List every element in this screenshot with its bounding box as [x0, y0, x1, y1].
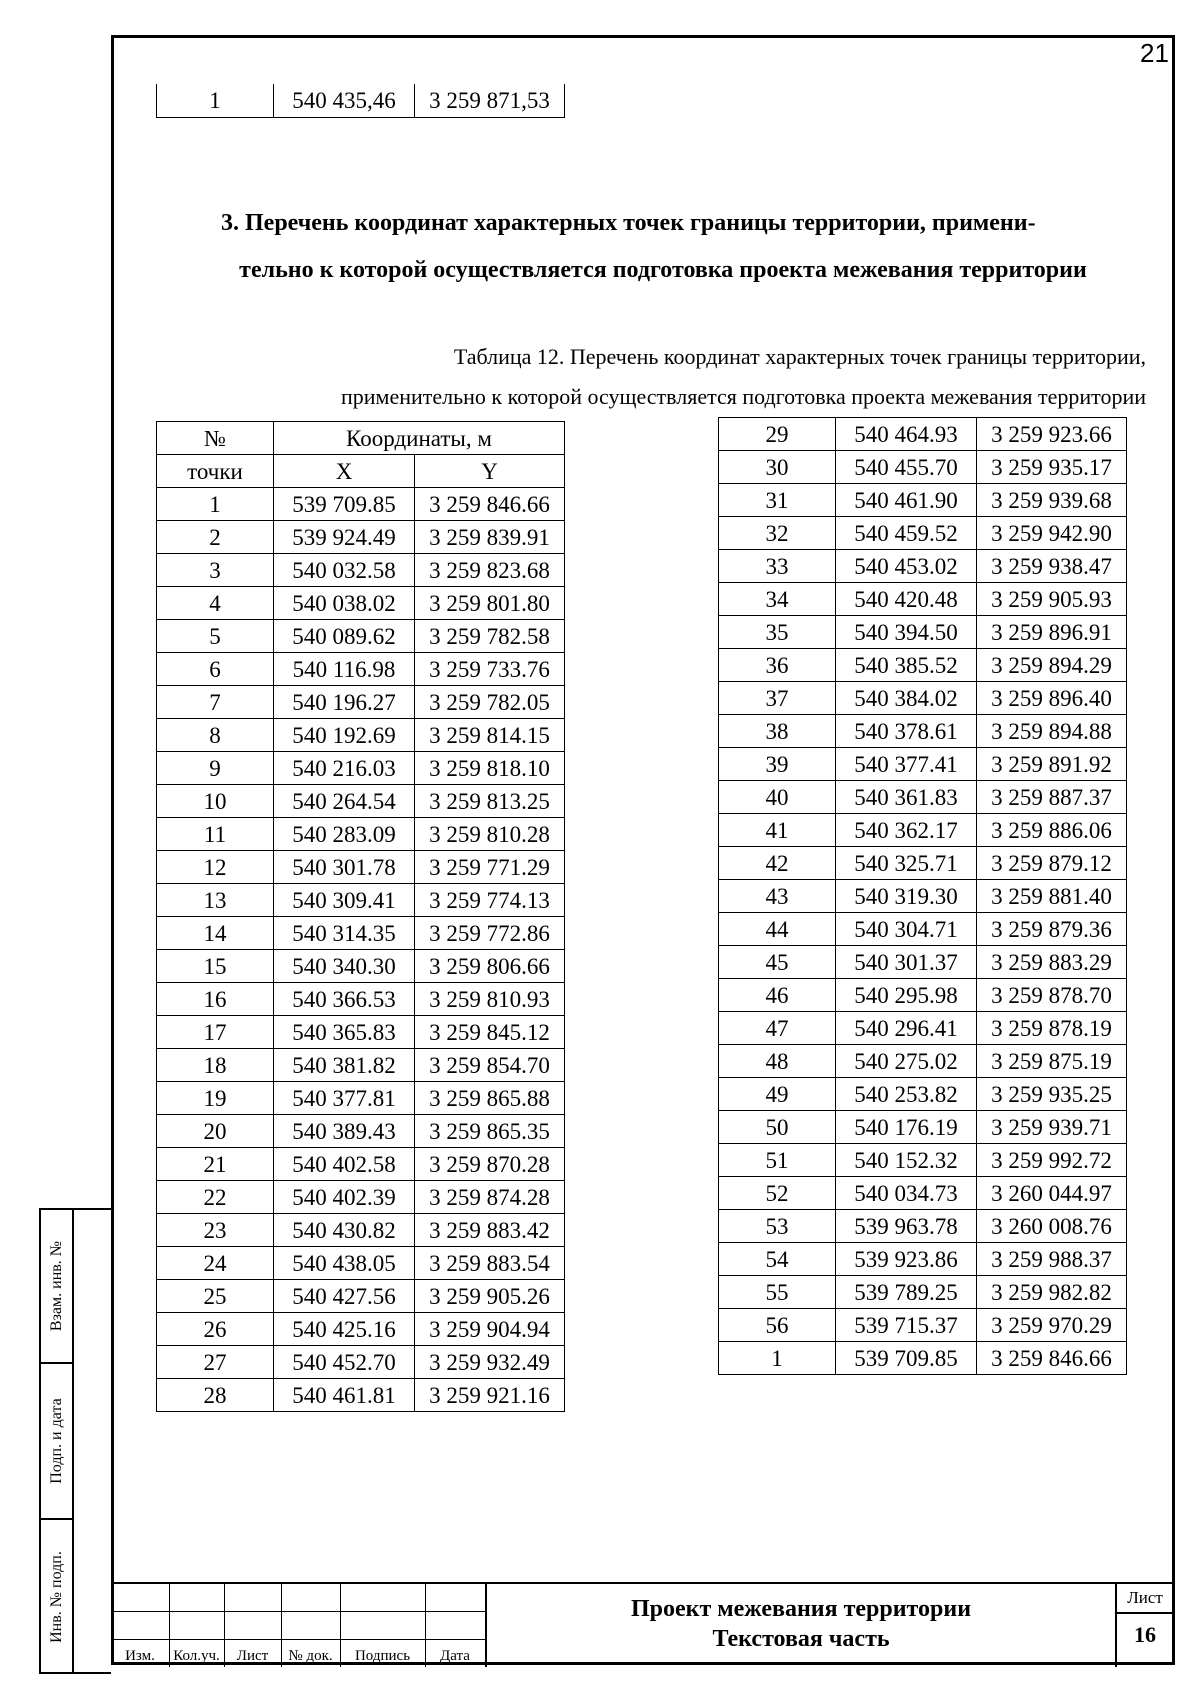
point-number-cell: 25: [157, 1280, 274, 1313]
y-coordinate-cell: 3 259 879.36: [977, 913, 1127, 946]
y-coordinate-cell: 3 259 894.88: [977, 715, 1127, 748]
side-stamp-podp-label: Подп. и дата: [47, 1398, 65, 1484]
table-row: [157, 884, 565, 917]
y-coordinate-cell: 3 259 813.25: [415, 785, 565, 818]
point-number-cell: 48: [719, 1045, 836, 1078]
x-coordinate-cell: 540 116.98: [274, 653, 415, 686]
x-coordinate-cell: 539 924.49: [274, 521, 415, 554]
table-row: [157, 1280, 565, 1313]
x-coordinate-cell: 539 709.85: [836, 1342, 977, 1375]
y-coordinate-cell: 3 259 774.13: [415, 884, 565, 917]
table-row: [719, 451, 1127, 484]
caption-line2: применительно к которой осуществляется подготовка проекта межевания территории: [340, 384, 1146, 409]
y-coordinate-cell: 3 259 733.76: [415, 653, 565, 686]
point-number-cell: 39: [719, 748, 836, 781]
tb-label-list: Лист: [236, 1648, 269, 1664]
table-row: [157, 653, 565, 686]
y-coordinate-cell: 3 259 772.86: [415, 917, 565, 950]
x-coordinate-cell: 540 264.54: [274, 785, 415, 818]
section-title-line2: тельно к которой осуществляется подготовка проекта межевания территории: [239, 257, 1087, 283]
y-coordinate-cell: 3 259 883.29: [977, 946, 1127, 979]
point-number-cell: 41: [719, 814, 836, 847]
x-coordinate-cell: 540 402.39: [274, 1181, 415, 1214]
section-heading: [183, 200, 1143, 294]
document-title-line2: Текстовая часть: [712, 1626, 890, 1652]
y-coordinate-cell: 3 259 894.29: [977, 649, 1127, 682]
y-coordinate-cell: 3 259 846.66: [977, 1342, 1127, 1375]
point-number-cell: 51: [719, 1144, 836, 1177]
table-row: [719, 748, 1127, 781]
x-coordinate-cell: 540 435,46: [274, 84, 415, 117]
point-number-cell: 17: [157, 1016, 274, 1049]
y-coordinate-cell: 3 259 883.42: [415, 1214, 565, 1247]
point-number-cell: 2: [157, 521, 274, 554]
point-number-cell: 24: [157, 1247, 274, 1280]
x-coordinate-cell: 540 377.41: [836, 748, 977, 781]
point-number-cell: 36: [719, 649, 836, 682]
y-coordinate-cell: 3 259 839.91: [415, 521, 565, 554]
x-coordinate-cell: 539 715.37: [836, 1309, 977, 1342]
x-coordinate-cell: 540 253.82: [836, 1078, 977, 1111]
point-number-cell: 7: [157, 686, 274, 719]
y-coordinate-cell: 3 259 874.28: [415, 1181, 565, 1214]
x-coordinate-cell: 540 430.82: [274, 1214, 415, 1247]
x-coordinate-cell: 540 389.43: [274, 1115, 415, 1148]
y-coordinate-cell: 3 259 771.29: [415, 851, 565, 884]
point-number-cell: 22: [157, 1181, 274, 1214]
table-row: [719, 1243, 1127, 1276]
x-coordinate-cell: 540 461.90: [836, 484, 977, 517]
header-coordinates: Координаты, м: [274, 422, 565, 455]
y-coordinate-cell: 3 259 886.06: [977, 814, 1127, 847]
table-row: [719, 550, 1127, 583]
x-coordinate-cell: 540 314.35: [274, 917, 415, 950]
point-number-cell: 15: [157, 950, 274, 983]
table-row: [157, 554, 565, 587]
tb-label-podpis: Подпись: [354, 1648, 411, 1664]
y-coordinate-cell: 3 260 044.97: [977, 1177, 1127, 1210]
y-coordinate-cell: 3 259 810.93: [415, 983, 565, 1016]
x-coordinate-cell: 540 362.17: [836, 814, 977, 847]
point-number-cell: 50: [719, 1111, 836, 1144]
point-number-cell: 18: [157, 1049, 274, 1082]
side-stamp-vzam: [41, 1210, 74, 1364]
caption-line1: Таблица 12. Перечень координат характерных точек границы территории,: [453, 344, 1146, 369]
continuation-table: [156, 84, 565, 118]
table-row: [719, 616, 1127, 649]
x-coordinate-cell: 540 196.27: [274, 686, 415, 719]
coordinates-table-right: [718, 417, 1127, 1375]
x-coordinate-cell: 540 309.41: [274, 884, 415, 917]
side-stamp-podp: [41, 1364, 74, 1520]
y-coordinate-cell: 3 260 008.76: [977, 1210, 1127, 1243]
y-coordinate-cell: 3 259 896.91: [977, 616, 1127, 649]
table-row: [719, 913, 1127, 946]
x-coordinate-cell: 539 789.25: [836, 1276, 977, 1309]
table-row: [719, 946, 1127, 979]
table-row: [157, 1049, 565, 1082]
point-number-cell: 42: [719, 847, 836, 880]
point-number-cell: 40: [719, 781, 836, 814]
y-coordinate-cell: 3 259 875.19: [977, 1045, 1127, 1078]
x-coordinate-cell: 540 275.02: [836, 1045, 977, 1078]
y-coordinate-cell: 3 259 935.25: [977, 1078, 1127, 1111]
table-row: [719, 1210, 1127, 1243]
x-coordinate-cell: 540 402.58: [274, 1148, 415, 1181]
x-coordinate-cell: 540 461.81: [274, 1379, 415, 1412]
table-row: [719, 1342, 1127, 1375]
section-number: 3.: [221, 210, 239, 236]
point-number-cell: 46: [719, 979, 836, 1012]
y-coordinate-cell: 3 259 988.37: [977, 1243, 1127, 1276]
point-number-cell: 12: [157, 851, 274, 884]
table-row: [157, 1115, 565, 1148]
table-row: [719, 847, 1127, 880]
table-row: [719, 781, 1127, 814]
table-row: [157, 1379, 565, 1412]
x-coordinate-cell: 540 420.48: [836, 583, 977, 616]
table-row: [157, 1082, 565, 1115]
x-coordinate-cell: 540 295.98: [836, 979, 977, 1012]
point-number-cell: 6: [157, 653, 274, 686]
title-block-grid: [111, 1584, 485, 1667]
document-title-line1: Проект межевания территории: [630, 1596, 972, 1622]
point-number-cell: 4: [157, 587, 274, 620]
y-coordinate-cell: 3 259 939.68: [977, 484, 1127, 517]
y-coordinate-cell: 3 259 896.40: [977, 682, 1127, 715]
coordinates-table-left: [156, 421, 565, 1412]
x-coordinate-cell: 540 455.70: [836, 451, 977, 484]
table-caption: [230, 337, 1146, 417]
header-row: [157, 422, 565, 455]
x-coordinate-cell: 540 459.52: [836, 517, 977, 550]
table-row: [157, 1313, 565, 1346]
point-number-cell: 16: [157, 983, 274, 1016]
point-number-cell: 34: [719, 583, 836, 616]
table-row: [157, 686, 565, 719]
x-coordinate-cell: 540 301.78: [274, 851, 415, 884]
y-coordinate-cell: 3 259 806.66: [415, 950, 565, 983]
point-number-cell: 29: [719, 418, 836, 451]
x-coordinate-cell: 540 032.58: [274, 554, 415, 587]
x-coordinate-cell: 540 452.70: [274, 1346, 415, 1379]
x-coordinate-cell: 540 365.83: [274, 1016, 415, 1049]
y-coordinate-cell: 3 259 818.10: [415, 752, 565, 785]
table-row: [157, 587, 565, 620]
table-row: [157, 1181, 565, 1214]
header-row: [157, 455, 565, 488]
x-coordinate-cell: 540 453.02: [836, 550, 977, 583]
y-coordinate-cell: 3 259 982.82: [977, 1276, 1127, 1309]
y-coordinate-cell: 3 259 810.28: [415, 818, 565, 851]
point-number-cell: 55: [719, 1276, 836, 1309]
y-coordinate-cell: 3 259 883.54: [415, 1247, 565, 1280]
table-row: [719, 1144, 1127, 1177]
x-coordinate-cell: 540 325.71: [836, 847, 977, 880]
point-number-cell: 33: [719, 550, 836, 583]
x-coordinate-cell: 540 378.61: [836, 715, 977, 748]
table-row: [157, 620, 565, 653]
point-number-cell: 11: [157, 818, 274, 851]
x-coordinate-cell: 540 394.50: [836, 616, 977, 649]
point-number-cell: 9: [157, 752, 274, 785]
x-coordinate-cell: 539 709.85: [274, 488, 415, 521]
y-coordinate-cell: 3 259 935.17: [977, 451, 1127, 484]
y-coordinate-cell: 3 259 854.70: [415, 1049, 565, 1082]
x-coordinate-cell: 540 361.83: [836, 781, 977, 814]
table-row: [719, 1177, 1127, 1210]
point-number-cell: 14: [157, 917, 274, 950]
table-row: [719, 517, 1127, 550]
y-coordinate-cell: 3 259 782.05: [415, 686, 565, 719]
table-row: [719, 418, 1127, 451]
y-coordinate-cell: 3 259 878.19: [977, 1012, 1127, 1045]
y-coordinate-cell: 3 259 904.94: [415, 1313, 565, 1346]
point-number-cell: 8: [157, 719, 274, 752]
point-number-cell: 20: [157, 1115, 274, 1148]
x-coordinate-cell: 540 381.82: [274, 1049, 415, 1082]
table-row: [719, 583, 1127, 616]
point-number-cell: 23: [157, 1214, 274, 1247]
table-row: [719, 1078, 1127, 1111]
y-coordinate-cell: 3 259 879.12: [977, 847, 1127, 880]
table-row: [157, 917, 565, 950]
table-row: [157, 521, 565, 554]
x-coordinate-cell: 540 438.05: [274, 1247, 415, 1280]
table-row: [719, 1012, 1127, 1045]
table-row: [157, 983, 565, 1016]
y-coordinate-cell: 3 259 938.47: [977, 550, 1127, 583]
x-coordinate-cell: 540 152.32: [836, 1144, 977, 1177]
x-coordinate-cell: 540 176.19: [836, 1111, 977, 1144]
tb-label-doc: № док.: [288, 1648, 333, 1664]
y-coordinate-cell: 3 259 881.40: [977, 880, 1127, 913]
point-number-cell: 45: [719, 946, 836, 979]
side-stamp-inv-label: Инв. № подп.: [47, 1551, 65, 1643]
header-number: №: [157, 422, 274, 455]
y-coordinate-cell: 3 259 939.71: [977, 1111, 1127, 1144]
side-stamp-inv: [41, 1520, 74, 1674]
point-number-cell: 35: [719, 616, 836, 649]
table-row: [157, 1016, 565, 1049]
point-number-cell: 37: [719, 682, 836, 715]
table-row: [157, 1346, 565, 1379]
point-number-cell: 10: [157, 785, 274, 818]
x-coordinate-cell: 540 038.02: [274, 587, 415, 620]
point-number-cell: 49: [719, 1078, 836, 1111]
x-coordinate-cell: 540 089.62: [274, 620, 415, 653]
table-row: [157, 950, 565, 983]
table-row: [719, 649, 1127, 682]
side-stamp-vzam-label: Взам. инв. №: [47, 1240, 65, 1332]
table-row: [719, 880, 1127, 913]
point-number-cell: 1: [719, 1342, 836, 1375]
x-coordinate-cell: 539 963.78: [836, 1210, 977, 1243]
table-row: [157, 851, 565, 884]
y-coordinate-cell: 3 259 905.93: [977, 583, 1127, 616]
y-coordinate-cell: 3 259 814.15: [415, 719, 565, 752]
header-x: X: [274, 455, 415, 488]
point-number-cell: 28: [157, 1379, 274, 1412]
x-coordinate-cell: 540 192.69: [274, 719, 415, 752]
table-row: [157, 84, 565, 117]
point-number-cell: 53: [719, 1210, 836, 1243]
point-number-cell: 43: [719, 880, 836, 913]
point-number-cell: 32: [719, 517, 836, 550]
table-row: [157, 1247, 565, 1280]
y-coordinate-cell: 3 259 992.72: [977, 1144, 1127, 1177]
x-coordinate-cell: 540 385.52: [836, 649, 977, 682]
table-row: [719, 1045, 1127, 1078]
y-coordinate-cell: 3 259 865.88: [415, 1082, 565, 1115]
table-row: [719, 715, 1127, 748]
point-number-cell: 52: [719, 1177, 836, 1210]
table-row: [719, 1309, 1127, 1342]
y-coordinate-cell: 3 259 891.92: [977, 748, 1127, 781]
y-coordinate-cell: 3 259 801.80: [415, 587, 565, 620]
y-coordinate-cell: 3 259 905.26: [415, 1280, 565, 1313]
y-coordinate-cell: 3 259 932.49: [415, 1346, 565, 1379]
point-number-cell: 27: [157, 1346, 274, 1379]
y-coordinate-cell: 3 259 846.66: [415, 488, 565, 521]
point-number-cell: 3: [157, 554, 274, 587]
corner-page-number: 21: [1140, 38, 1169, 68]
tb-label-data: Дата: [440, 1648, 470, 1664]
point-number-cell: 26: [157, 1313, 274, 1346]
x-coordinate-cell: 540 427.56: [274, 1280, 415, 1313]
tb-label-kolvo: Кол.уч.: [173, 1648, 220, 1664]
point-number-cell: 19: [157, 1082, 274, 1115]
sheet-number: 16: [1134, 1622, 1156, 1647]
x-coordinate-cell: 539 923.86: [836, 1243, 977, 1276]
x-coordinate-cell: 540 384.02: [836, 682, 977, 715]
table-row: [157, 719, 565, 752]
table-row: [719, 682, 1127, 715]
y-coordinate-cell: 3 259 887.37: [977, 781, 1127, 814]
x-coordinate-cell: 540 319.30: [836, 880, 977, 913]
table-row: [157, 1214, 565, 1247]
x-coordinate-cell: 540 366.53: [274, 983, 415, 1016]
x-coordinate-cell: 540 216.03: [274, 752, 415, 785]
point-number-cell: 13: [157, 884, 274, 917]
table-row: [157, 785, 565, 818]
y-coordinate-cell: 3 259 942.90: [977, 517, 1127, 550]
x-coordinate-cell: 540 304.71: [836, 913, 977, 946]
y-coordinate-cell: 3 259 923.66: [977, 418, 1127, 451]
x-coordinate-cell: 540 034.73: [836, 1177, 977, 1210]
point-number-cell: 5: [157, 620, 274, 653]
sheet-label: Лист: [1127, 1588, 1163, 1607]
table-row: [719, 484, 1127, 517]
section-title-line1: Перечень координат характерных точек границы территории, примени-: [245, 210, 1036, 236]
side-stamp: [39, 1208, 111, 1674]
y-coordinate-cell: 3 259 845.12: [415, 1016, 565, 1049]
y-coordinate-cell: 3 259 871,53: [415, 84, 565, 117]
point-number-cell: 54: [719, 1243, 836, 1276]
tb-label-izm: Изм.: [125, 1648, 155, 1664]
y-coordinate-cell: 3 259 921.16: [415, 1379, 565, 1412]
x-coordinate-cell: 540 425.16: [274, 1313, 415, 1346]
point-number-cell: 30: [719, 451, 836, 484]
title-block: [111, 1582, 1175, 1665]
point-number-cell: 38: [719, 715, 836, 748]
x-coordinate-cell: 540 301.37: [836, 946, 977, 979]
document-title: [487, 1594, 1115, 1654]
x-coordinate-cell: 540 464.93: [836, 418, 977, 451]
table-row: [719, 1276, 1127, 1309]
table-row: [719, 1111, 1127, 1144]
point-number-cell: 47: [719, 1012, 836, 1045]
table-row: [157, 488, 565, 521]
x-coordinate-cell: 540 340.30: [274, 950, 415, 983]
x-coordinate-cell: 540 283.09: [274, 818, 415, 851]
y-coordinate-cell: 3 259 970.29: [977, 1309, 1127, 1342]
table-row: [157, 1148, 565, 1181]
point-number-cell: 44: [719, 913, 836, 946]
y-coordinate-cell: 3 259 870.28: [415, 1148, 565, 1181]
y-coordinate-cell: 3 259 865.35: [415, 1115, 565, 1148]
x-coordinate-cell: 540 296.41: [836, 1012, 977, 1045]
header-y: Y: [415, 455, 565, 488]
table-row: [719, 814, 1127, 847]
header-number-label: точки: [157, 455, 274, 488]
point-number-cell: 21: [157, 1148, 274, 1181]
table-row: [157, 752, 565, 785]
y-coordinate-cell: 3 259 782.58: [415, 620, 565, 653]
y-coordinate-cell: 3 259 878.70: [977, 979, 1127, 1012]
point-number-cell: 31: [719, 484, 836, 517]
y-coordinate-cell: 3 259 823.68: [415, 554, 565, 587]
table-row: [157, 818, 565, 851]
table-row: [719, 979, 1127, 1012]
x-coordinate-cell: 540 377.81: [274, 1082, 415, 1115]
point-number-cell: 1: [157, 84, 274, 117]
point-number-cell: 56: [719, 1309, 836, 1342]
point-number-cell: 1: [157, 488, 274, 521]
